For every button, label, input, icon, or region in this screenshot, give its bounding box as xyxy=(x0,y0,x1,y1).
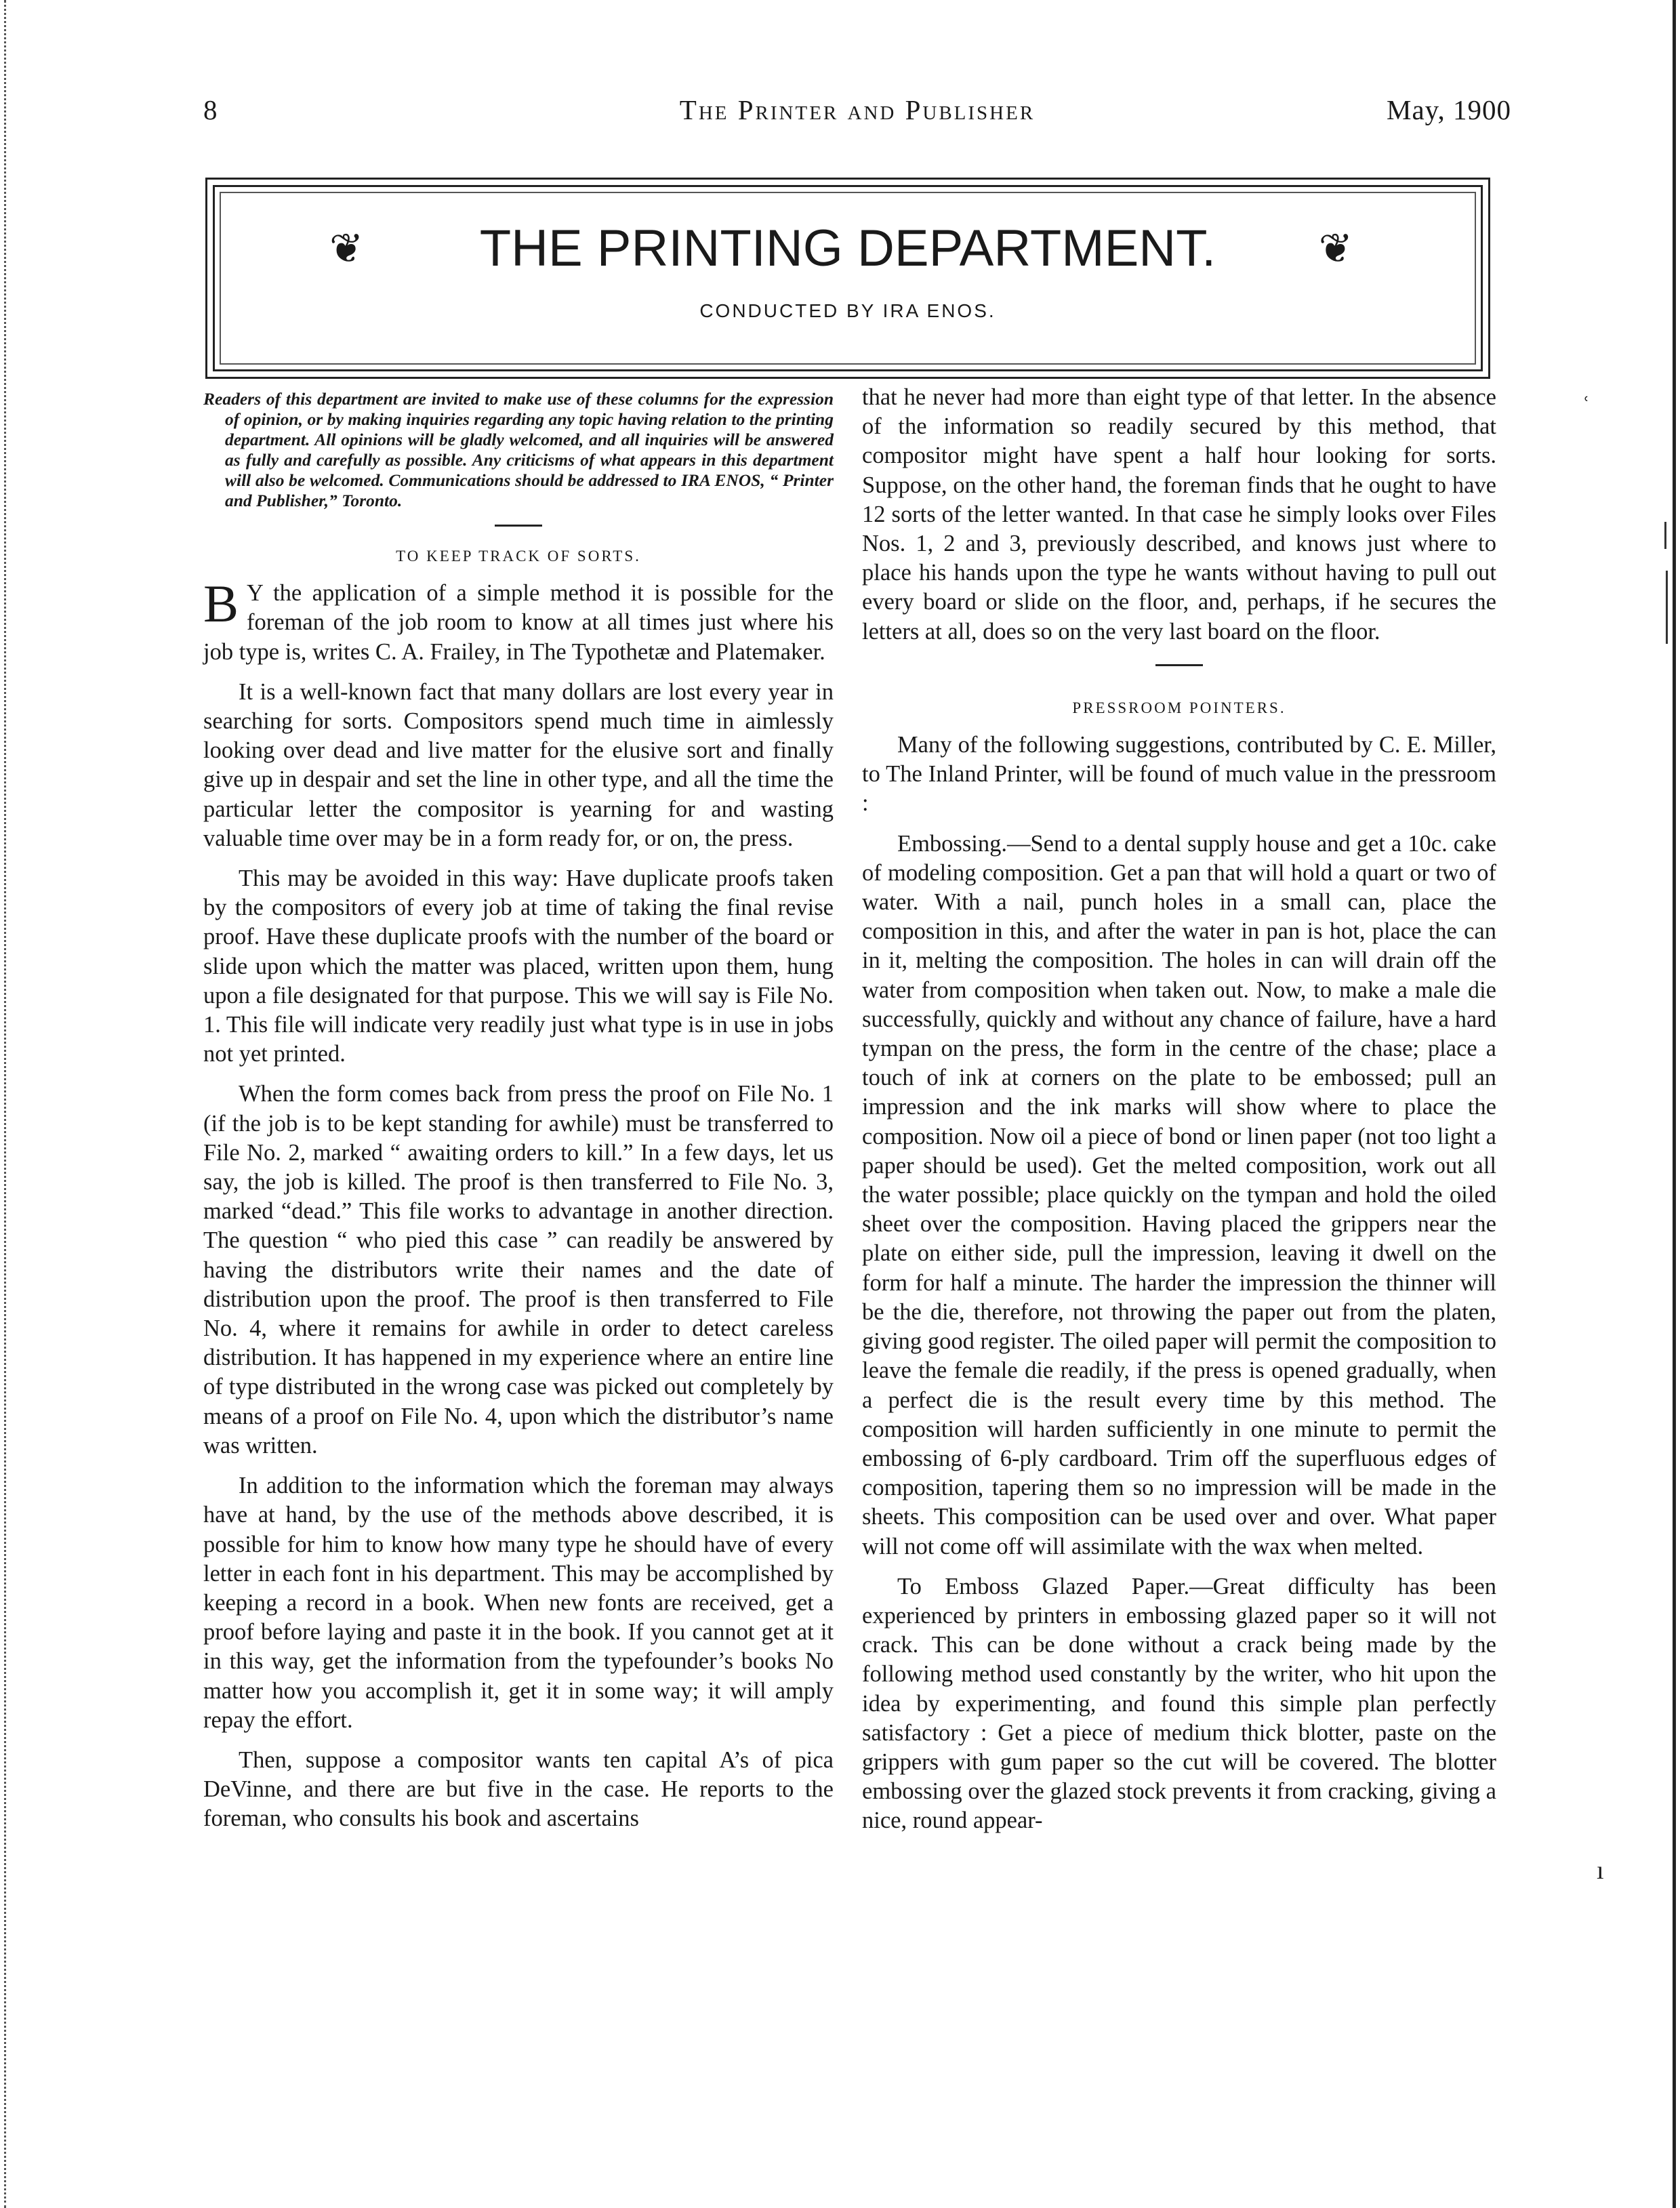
article-paragraph: This may be avoided in this way: Have duplicate proofs taken by the compositors of every job at time of taking the final revise proof. Have these duplicate proofs with the number of the board or slide upon which the matter was placed, written upon them, hung upon a file designated for that purpose. This we will say is File No. 1. This file will indicate very readily just what type is in use in jobs not yet printed. xyxy=(203,865,834,1067)
article-heading: PRESSROOM POINTERS. xyxy=(1072,699,1286,716)
section-rule xyxy=(1155,664,1203,666)
department-banner xyxy=(205,178,1490,379)
article-paragraph: When the form comes back from press the proof on File No. 1 (if the job is to be kept standing for awhile) must be transferred to File No. 2, marked “ awaiting orders to kill.” In a few days, let us say, the job is killed. The proof is then transferred to File No. 3, marked “dead.” This file works to advantage in another direction. The question “ who pied this case ” can readily be answered by having the distributors write their names and the date of distribution upon the proof. The proof is then transferred to File No. 4, where it remains for awhile in order to detect careless distribution. It has happened in my experience where an entire line of type distributed in the wrong case was picked out completely by means of a proof on File No. 4, upon which the distributor’s name was written. xyxy=(203,1081,834,1458)
article-paragraph: Then, suppose a compositor wants ten capital A’s of pica DeVinne, and there are but five in the case. He reports to the foreman, who consults his book and ascertains xyxy=(203,1746,834,1832)
section-rule xyxy=(495,525,542,527)
department-title: THE PRINTING DEPARTMENT. xyxy=(479,220,1216,277)
issue-date: May, 1900 xyxy=(1387,94,1511,125)
article-paragraph: Many of the following suggestions, contributed by C. E. Miller, to The Inland Printer, will be found of much value in the pressroom : xyxy=(862,732,1496,817)
article-paragraph: It is a well-known fact that many dollars are lost every year in searching for sorts. Compositors spend much time in aimlessly looking over dead and live matter for the elusive sort and finally give up in despair and set the line in other type, and all the time the particular letter the compositor is yearning for and wasting valuable time over may be in a form ready for, or on, the press. xyxy=(203,678,834,851)
margin-bar xyxy=(1664,522,1666,549)
article-paragraph: that he never had more than eight type of that letter. In the absence of the information so readily secured by this method, that compositor might have spent a half hour looking for sorts. Suppose, on the other hand, the foreman finds that he ought to have 12 sorts of the letter wanted. In that case he simply looks over Files Nos. 1, 2 and 3, previously described, and knows just where to place his hands upon the type he wants without having to pull out every board or slide on the floor, and, perhaps, if he secures the letters at all, does so on the very last board on the floor. xyxy=(862,384,1496,645)
margin-mark: ʿ xyxy=(1582,392,1591,421)
ornament-left-icon: ❦ xyxy=(329,226,364,271)
editor-note xyxy=(203,389,834,511)
page-number: 8 xyxy=(203,94,218,125)
scan-right-edge xyxy=(1668,0,1676,2208)
margin-bar xyxy=(1666,571,1668,644)
banner-inner-frame xyxy=(220,192,1476,365)
left-column xyxy=(203,380,834,1834)
drop-cap: B xyxy=(203,574,239,634)
ornament-right-icon: ❦ xyxy=(1318,226,1353,271)
scan-left-edge xyxy=(4,0,16,2208)
banner-frame xyxy=(213,185,1483,371)
article-paragraph: In addition to the information which the foreman may always have at hand, by the use of the methods above described, it is possible for him to know how many type he should have of every letter in each font in his department. This may be accomplished by keeping a record in a book. When new fonts are received, get a proof before laying and paste it in the book. If you cannot get at it in this way, get the information from the typefounder’s books No matter how you accomplish it, get it in some way; it will amply repay the effort. xyxy=(203,1473,834,1733)
article-paragraph: Embossing.—Send to a dental supply house and get a 10c. cake of modeling composition. Get a pan that will hold a quart or two of water. With a nail, punch holes in a small can, place the composition in this, and after the water in pan is hot, place the can in it, melting the composition. The holes in can will drain off the water from composition when taken out. Now, to make a male die successfully, quickly and without any chance of failure, have a hard tympan on the press, the form in the centre of the chase; place a touch of ink at corners on the plate to be embossed; pull an impression and the ink marks will show where to place the composition. Now oil a piece of bond or linen paper (not too light a paper should be used). Get the melted composition, work out all the water possible; place quickly on the tympan and hold the oiled sheet over the composition. Having placed the grippers near the plate on either side, pull the impression, leaving it dwell on the form for half a minute. The harder the impression the thinner will be the die, therefore, not throwing the paper out from the platen, giving good register. The oiled paper will permit the composition to leave the female die readily, if the press is opened gradually, when a perfect die is the result every time by this method. The composition will harden sufficiently in one minute to permit the embossing of 6-ply cardboard. Trim off the superfluous edges of composition, tapering them so no impression will be made in the sheets. This composition can be used over and over. What paper will not come off will assimilate with the wax when melted. xyxy=(862,830,1496,1559)
editor-note-text: Readers of this department are invited to make use of these columns for the expression of opinion, or by making inquiries regarding any topic having relation to the printing department. All opinions will be gladly welcomed, and all inquiries will be answered as fully and carefully as possible. Any criticisms of what appears in this department will also be welcomed. Communications should be addressed to IRA ENOS, “ Printer and Publisher,” Toronto. xyxy=(203,389,834,510)
publication-title: The Printer and Publisher xyxy=(679,94,1036,125)
article-paragraph: To Emboss Glazed Paper.—Great difficulty has been experienced by printers in embossing glazed paper so it will not crack. This can be done without a crack being made by the following method used constantly by the writer, who hit upon the idea by experimenting, and found this simple plan perfectly satisfactory : Get a piece of medium thick blotter, paste on the grippers with gum paper so the cut will be covered. The blotter embossing over the glazed stock prevents it from cracking, giving a nice, round appear- xyxy=(862,1573,1496,1834)
article-paragraph xyxy=(203,574,834,667)
paragraph-text: Y the application of a simple method it is possible for the foreman of the job room to know at all times just where his job type is, writes C. A. Frailey, in The Typothetæ and Platemaker. xyxy=(203,580,834,665)
right-column xyxy=(862,383,1496,1836)
conducted-by: CONDUCTED BY IRA ENOS. xyxy=(699,300,996,321)
running-header xyxy=(203,94,1511,134)
margin-mark: ı xyxy=(1597,1856,1604,1885)
article-heading: TO KEEP TRACK OF SORTS. xyxy=(396,548,641,565)
